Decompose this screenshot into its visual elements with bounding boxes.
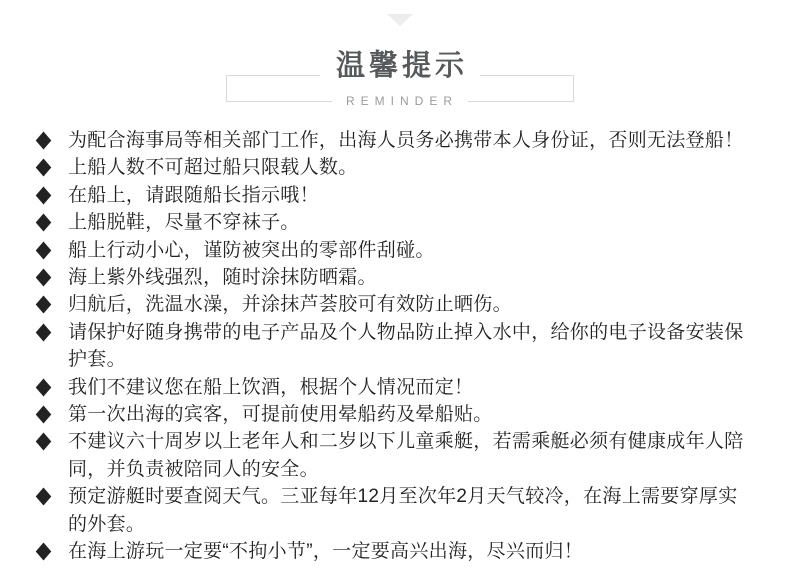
tip-text: 请保护好随身携带的电子产品及个人物品防止掉入水中，给你的电子设备安装保护套。 (68, 321, 744, 371)
tip-text: 上船脱鞋，尽量不穿袜子。 (68, 212, 300, 234)
diamond-bullet-icon (38, 291, 68, 310)
tip-text: 我们不建议您在船上饮酒，根据个人情况而定！ (68, 376, 474, 398)
tip-text: 第一次出海的宾客，可提前使用晕船药及晕船贴。 (68, 404, 493, 426)
tip-text: 海上紫外线强烈，随时涂抹防晒霜。 (68, 267, 377, 289)
tips-list (0, 110, 800, 566)
diamond-bullet-icon (38, 401, 68, 420)
diamond-bullet-icon (38, 374, 68, 393)
tip-item (38, 154, 756, 181)
page-header (0, 14, 800, 110)
tip-text: 归航后，洗温水澡，并涂抹芦荟胶可有效防止晒伤。 (68, 294, 512, 316)
tip-item (38, 127, 756, 154)
tip-item (38, 182, 756, 209)
tip-item (38, 209, 756, 236)
tip-text: 在船上，请跟随船长指示哦！ (68, 184, 319, 206)
tip-item (38, 428, 756, 483)
diamond-bullet-icon (38, 483, 68, 502)
tip-item (38, 401, 756, 428)
tip-item (38, 264, 756, 291)
diamond-bullet-icon (38, 182, 68, 201)
diamond-bullet-icon (38, 127, 68, 146)
tip-item (38, 319, 756, 374)
page-title: 温馨提示 (320, 49, 480, 83)
page-subtitle: REMINDER (332, 93, 468, 109)
tip-item (38, 374, 756, 401)
diamond-bullet-icon (38, 538, 68, 557)
tip-text: 预定游艇时要查阅天气。三亚每年12月至次年2月天气较冷，在海上需要穿厚实的外套。 (68, 486, 738, 535)
tip-text: 为配合海事局等相关部门工作，出海人员务必携带本人身份证，否则无法登船！ (68, 130, 744, 151)
tip-item (38, 538, 756, 565)
diamond-bullet-icon (38, 154, 68, 173)
diamond-bullet-icon (38, 209, 68, 228)
tip-text: 在海上游玩一定要“不拘小节”，一定要高兴出海，尽兴而归！ (68, 541, 584, 563)
tip-item (38, 291, 756, 318)
diamond-bullet-icon (38, 319, 68, 338)
triangle-down-icon (387, 14, 413, 26)
diamond-bullet-icon (38, 264, 68, 283)
tip-item (38, 237, 756, 264)
tip-item (38, 483, 756, 538)
diamond-bullet-icon (38, 237, 68, 256)
diamond-bullet-icon (38, 428, 68, 447)
tip-text: 船上行动小心，谨防被突出的零部件刮碰。 (68, 239, 435, 261)
tip-text: 不建议六十周岁以上老年人和二岁以下儿童乘艇，若需乘艇必须有健康成年人陪同，并负责被陪同人的安全。 (68, 431, 744, 480)
tip-text: 上船人数不可超过船只限载人数。 (68, 157, 358, 179)
